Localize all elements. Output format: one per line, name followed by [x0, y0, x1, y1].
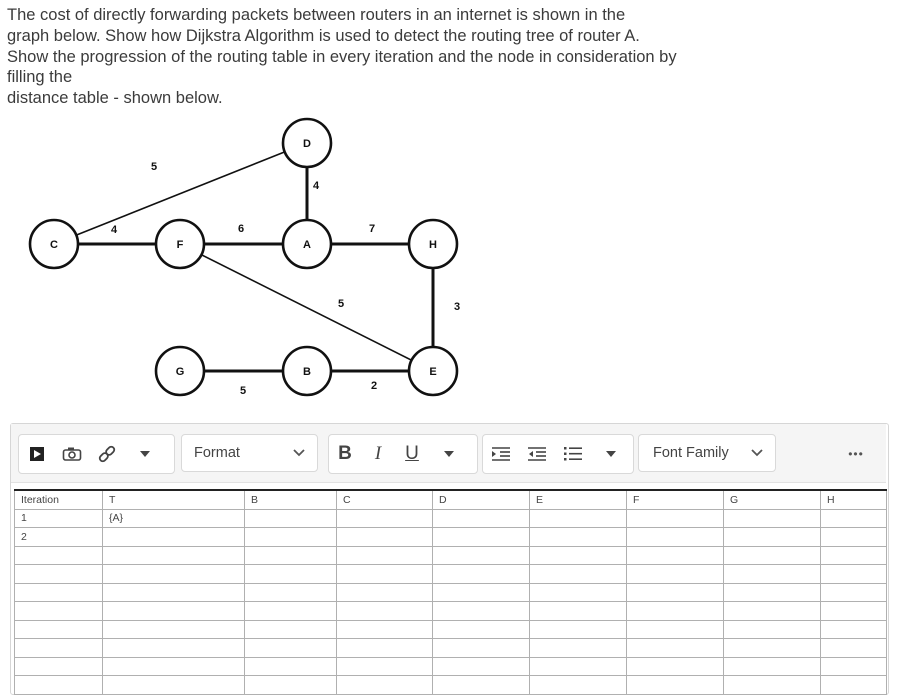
- table-cell[interactable]: [433, 565, 530, 584]
- table-cell[interactable]: [627, 565, 724, 584]
- table-cell[interactable]: [103, 583, 245, 602]
- more-options-button[interactable]: •••: [848, 447, 864, 461]
- graph-node-h: [409, 220, 457, 268]
- table-cell[interactable]: [245, 676, 337, 695]
- table-cell[interactable]: [627, 620, 724, 639]
- table-cell[interactable]: [337, 639, 433, 658]
- table-cell[interactable]: [245, 509, 337, 528]
- table-cell[interactable]: [337, 620, 433, 639]
- table-cell[interactable]: [103, 528, 245, 547]
- table-cell[interactable]: [337, 565, 433, 584]
- bullet-list-icon: [563, 446, 583, 462]
- table-cell[interactable]: [821, 620, 887, 639]
- table-header-cell: Iteration: [15, 490, 103, 509]
- question-line: graph below. Show how Dijkstra Algorithm is used to detect the routing tree of router A.: [7, 26, 640, 45]
- insert-media-button[interactable]: [19, 435, 55, 473]
- table-header-cell: C: [337, 490, 433, 509]
- node-label: C: [50, 239, 58, 251]
- node-label: F: [176, 239, 184, 251]
- table-header-cell: B: [245, 490, 337, 509]
- table-cell[interactable]: [433, 583, 530, 602]
- table-row: [15, 583, 887, 602]
- question-line: distance table - shown below.: [7, 89, 223, 108]
- table-cell[interactable]: [337, 583, 433, 602]
- table-cell[interactable]: [15, 657, 103, 676]
- caret-down-icon: [444, 451, 454, 457]
- table-cell[interactable]: [103, 565, 245, 584]
- table-row: [15, 639, 887, 658]
- table-row: [15, 657, 887, 676]
- table-cell[interactable]: [245, 602, 337, 621]
- table-cell[interactable]: [337, 676, 433, 695]
- table-cell[interactable]: [337, 546, 433, 565]
- table-cell[interactable]: [821, 546, 887, 565]
- table-cell[interactable]: [433, 657, 530, 676]
- table-cell[interactable]: [15, 620, 103, 639]
- rich-text-editor[interactable]: [10, 423, 889, 695]
- table-cell[interactable]: [724, 565, 821, 584]
- camera-icon: [62, 446, 82, 462]
- insert-menu-dropdown[interactable]: [125, 435, 165, 473]
- format-select-label: Format: [194, 445, 240, 461]
- graph-node-d: [283, 119, 331, 167]
- table-cell[interactable]: [15, 639, 103, 658]
- list-button[interactable]: [555, 435, 591, 473]
- table-body: [15, 509, 887, 694]
- indent-button[interactable]: [483, 435, 519, 473]
- table-cell[interactable]: [724, 528, 821, 547]
- table-header-cell: G: [724, 490, 821, 509]
- table-cell[interactable]: [433, 602, 530, 621]
- edge-weight-label: 5: [239, 385, 247, 397]
- table-cell[interactable]: [724, 657, 821, 676]
- edge-weight-label: 6: [237, 223, 245, 235]
- table-row: [15, 565, 887, 584]
- table-row: [15, 528, 887, 547]
- table-cell[interactable]: [433, 620, 530, 639]
- outdent-icon: [527, 446, 547, 462]
- table-cell[interactable]: [337, 657, 433, 676]
- table-cell[interactable]: [627, 657, 724, 676]
- table-cell[interactable]: [337, 509, 433, 528]
- table-cell[interactable]: [530, 657, 627, 676]
- table-cell[interactable]: [103, 657, 245, 676]
- font-family-label: Font Family: [653, 445, 729, 461]
- edge-weight-label: 4: [110, 224, 118, 236]
- node-label: D: [303, 138, 311, 150]
- table-cell[interactable]: [724, 620, 821, 639]
- table-row: [15, 620, 887, 639]
- paragraph-group: [482, 434, 634, 474]
- insert-link-button[interactable]: [89, 435, 125, 473]
- edge-weight-label: 4: [312, 180, 320, 192]
- table-cell[interactable]: [821, 528, 887, 547]
- table-cell[interactable]: [245, 528, 337, 547]
- graph-node-g: [156, 347, 204, 395]
- table-cell[interactable]: [530, 602, 627, 621]
- table-cell[interactable]: [245, 639, 337, 658]
- table-cell[interactable]: [15, 546, 103, 565]
- link-icon: [97, 445, 117, 463]
- table-cell[interactable]: [103, 676, 245, 695]
- chevron-down-icon: [293, 449, 305, 457]
- underline-button[interactable]: U: [405, 443, 419, 464]
- table-cell[interactable]: [627, 509, 724, 528]
- table-cell[interactable]: [530, 528, 627, 547]
- node-label: E: [429, 366, 437, 378]
- table-cell[interactable]: [821, 602, 887, 621]
- table-cell[interactable]: [821, 657, 887, 676]
- question-line: The cost of directly forwarding packets between routers in an internet is shown in the: [7, 6, 626, 24]
- graph-node-b: [283, 347, 331, 395]
- table-cell[interactable]: [821, 565, 887, 584]
- paragraph-dropdown[interactable]: [591, 435, 631, 473]
- table-row: [15, 602, 887, 621]
- table-row: [15, 546, 887, 565]
- indent-icon: [491, 446, 511, 462]
- table-cell[interactable]: [821, 583, 887, 602]
- table-cell[interactable]: [724, 583, 821, 602]
- table-cell[interactable]: [724, 509, 821, 528]
- edge-weight-label: 5: [150, 161, 158, 173]
- table-cell[interactable]: [530, 546, 627, 565]
- table-cell[interactable]: [530, 583, 627, 602]
- table-cell[interactable]: [724, 546, 821, 565]
- table-cell[interactable]: [15, 565, 103, 584]
- question-line: Show the progression of the routing table in every iteration and the node in consideration by: [7, 47, 677, 66]
- table-cell[interactable]: [627, 546, 724, 565]
- table-cell[interactable]: [15, 676, 103, 695]
- graph-node-c: [30, 220, 78, 268]
- table-cell[interactable]: [245, 657, 337, 676]
- graph-node-e: [409, 347, 457, 395]
- table-cell[interactable]: [245, 565, 337, 584]
- table-cell[interactable]: [245, 546, 337, 565]
- table-cell[interactable]: [245, 583, 337, 602]
- bold-button[interactable]: B: [338, 443, 352, 464]
- play-icon: [29, 446, 45, 462]
- graph-node-f: [156, 220, 204, 268]
- table-cell[interactable]: [821, 676, 887, 695]
- node-label: A: [303, 239, 311, 251]
- graph-node-a: [283, 220, 331, 268]
- table-cell[interactable]: [530, 676, 627, 695]
- table-cell[interactable]: [530, 639, 627, 658]
- table-cell[interactable]: [724, 602, 821, 621]
- table-cell[interactable]: [724, 676, 821, 695]
- text-style-dropdown[interactable]: [429, 435, 469, 473]
- table-header-cell: E: [530, 490, 627, 509]
- table-header-row: [15, 490, 887, 509]
- table-cell[interactable]: [103, 639, 245, 658]
- table-cell[interactable]: [433, 528, 530, 547]
- font-family-select[interactable]: [638, 434, 776, 472]
- table-cell[interactable]: [103, 602, 245, 621]
- table-cell[interactable]: [103, 546, 245, 565]
- table-cell[interactable]: [15, 602, 103, 621]
- edge-weight-label: 5: [337, 298, 345, 310]
- table-cell[interactable]: [337, 528, 433, 547]
- table-cell[interactable]: [627, 639, 724, 658]
- question-text: [7, 5, 747, 109]
- table-header-cell: D: [433, 490, 530, 509]
- table-cell[interactable]: [433, 546, 530, 565]
- table-cell[interactable]: {A}: [103, 509, 245, 528]
- text-style-group: [328, 434, 478, 474]
- table-cell[interactable]: [15, 583, 103, 602]
- outdent-button[interactable]: [519, 435, 555, 473]
- node-label: G: [175, 366, 185, 378]
- table-cell[interactable]: 2: [15, 528, 103, 547]
- table-cell[interactable]: [724, 639, 821, 658]
- format-select[interactable]: [181, 434, 318, 472]
- table-cell[interactable]: [433, 639, 530, 658]
- edge-weight-label: 2: [370, 380, 378, 392]
- table-cell[interactable]: [245, 620, 337, 639]
- caret-down-icon: [606, 451, 616, 457]
- table-cell[interactable]: [433, 509, 530, 528]
- question-line: filling the: [7, 68, 73, 87]
- table-cell[interactable]: [821, 639, 887, 658]
- table-header-cell: F: [627, 490, 724, 509]
- table-header-cell: H: [821, 490, 887, 509]
- table-cell[interactable]: [433, 676, 530, 695]
- caret-down-icon: [140, 451, 150, 457]
- table-cell[interactable]: [627, 528, 724, 547]
- edge-weight-label: 7: [368, 223, 376, 235]
- table-cell[interactable]: [530, 509, 627, 528]
- table-cell[interactable]: [821, 509, 887, 528]
- table-cell[interactable]: 1: [15, 509, 103, 528]
- table-header-cell: T: [103, 490, 245, 509]
- node-label: H: [429, 239, 437, 251]
- node-label: B: [303, 366, 311, 378]
- insert-group: [18, 434, 175, 474]
- table-cell[interactable]: [627, 583, 724, 602]
- table-cell[interactable]: [627, 676, 724, 695]
- edge-weight-label: 3: [453, 301, 461, 313]
- table-cell[interactable]: [627, 602, 724, 621]
- table-cell[interactable]: [103, 620, 245, 639]
- distance-table-wrapper: [14, 489, 887, 695]
- chevron-down-icon: [751, 449, 763, 457]
- table-row: [15, 509, 887, 528]
- table-cell[interactable]: [530, 620, 627, 639]
- table-cell[interactable]: [337, 602, 433, 621]
- italic-button[interactable]: I: [374, 443, 382, 464]
- table-cell[interactable]: [530, 565, 627, 584]
- insert-image-button[interactable]: [55, 435, 89, 473]
- table-row: [15, 676, 887, 695]
- network-graph: [0, 115, 500, 415]
- editor-toolbar: [11, 424, 886, 483]
- distance-table: [14, 489, 887, 695]
